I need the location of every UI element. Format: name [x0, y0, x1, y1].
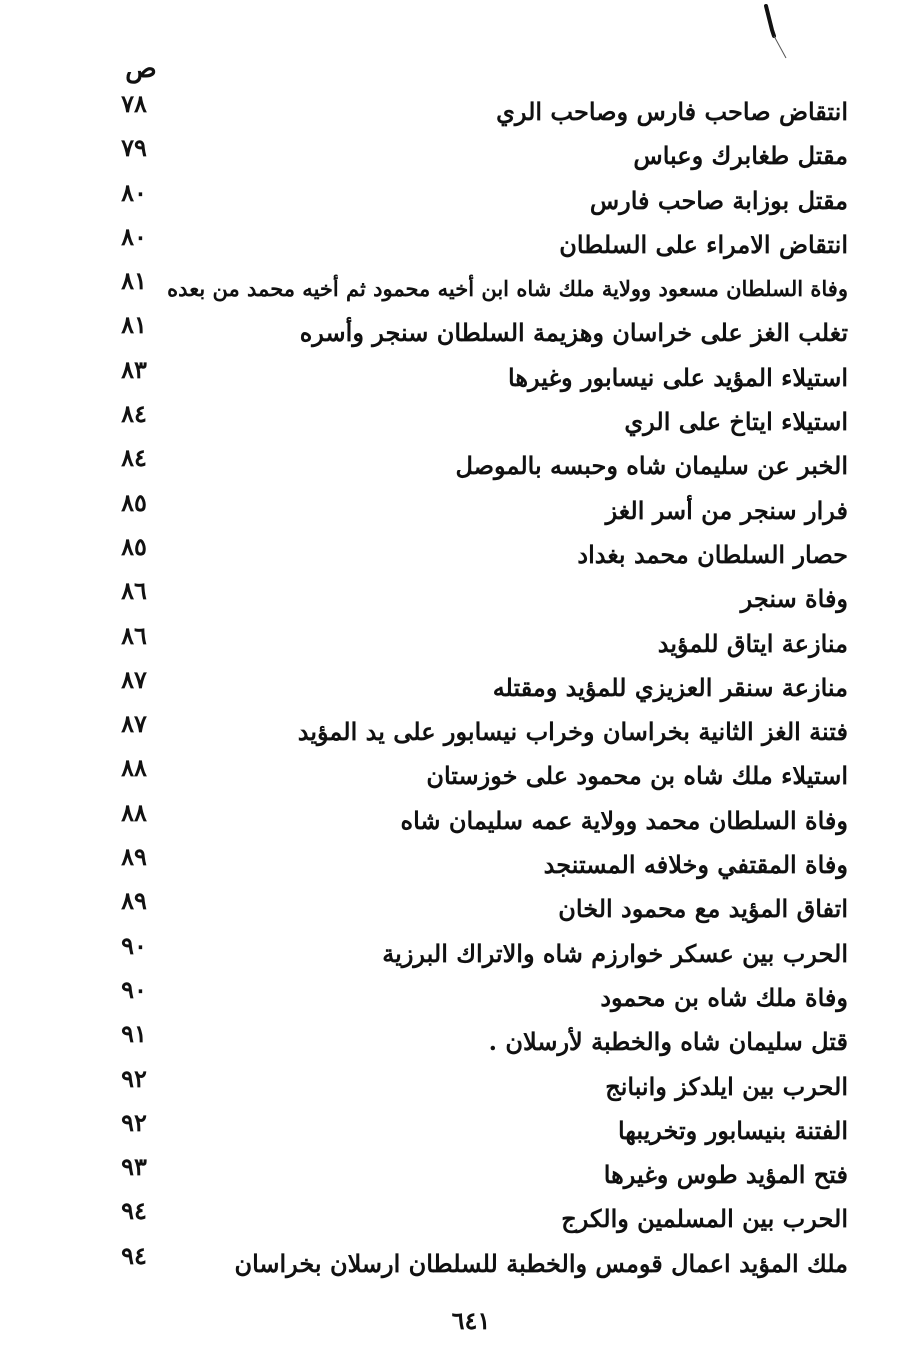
toc-entry-title: قتل سليمان شاه والخطبة لأرسلان . — [488, 1027, 848, 1057]
toc-entry-title: فتنة الغز الثانية بخراسان وخراب نيسابور على يد المؤيد — [297, 717, 848, 747]
toc-entry-page-number: ٨٦ — [121, 576, 147, 606]
toc-entry-title: انتقاض الامراء على السلطان — [559, 229, 848, 259]
toc-entry-page-number: ٩٣ — [121, 1152, 147, 1182]
toc-entry-title: ملك المؤيد اعمال قومس والخطبة للسلطان ارسلان بخراسان — [234, 1248, 848, 1278]
toc-entry-title: اتفاق المؤيد مع محمود الخان — [558, 894, 848, 924]
toc-entry-page-number: ٩٤ — [121, 1240, 147, 1270]
toc-entry-page-number: ٩١ — [121, 1019, 147, 1049]
toc-entry-title: تغلب الغز على خراسان وهزيمة السلطان سنجر وأسره — [299, 318, 848, 348]
toc-entry-title: استيلاء المؤيد على نيسابور وغيرها — [508, 362, 848, 392]
toc-entry-page-number: ٨٤ — [121, 399, 147, 429]
toc-entry-title: استيلاء ايتاخ على الري — [624, 407, 848, 437]
toc-entry-title: حصار السلطان محمد بغداد — [577, 539, 848, 569]
toc-entry-page-number: ٨٦ — [121, 620, 147, 650]
toc-entry-page-number: ٩٠ — [121, 974, 147, 1004]
toc-entry-page-number: ٨٥ — [121, 531, 147, 561]
table-of-contents — [0, 90, 922, 1286]
toc-entry-page-number: ٨٧ — [121, 664, 147, 694]
toc-entry — [0, 1242, 922, 1286]
pen-stroke-mark — [760, 0, 790, 60]
toc-entry-page-number: ٧٨ — [121, 89, 147, 118]
toc-entry-title: فرار سنجر من أسر الغز — [605, 495, 848, 525]
page-column-header: ص — [125, 54, 157, 84]
toc-entry-page-number: ٩٠ — [121, 930, 147, 960]
toc-entry-title: الخبر عن سليمان شاه وحبسه بالموصل — [455, 451, 848, 481]
toc-entry-page-number: ٨٥ — [121, 487, 147, 517]
toc-entry-page-number: ٩٢ — [121, 1107, 147, 1137]
toc-entry-title: وفاة السلطان محمد وولاية عمه سليمان شاه — [400, 805, 848, 835]
toc-entry-title: فتح المؤيد طوس وغيرها — [603, 1160, 848, 1190]
toc-entry-page-number: ٨١ — [121, 266, 147, 296]
toc-entry-page-number: ٨٨ — [121, 753, 147, 783]
toc-entry-title: وفاة سنجر — [740, 584, 848, 614]
toc-entry-title: مقتل طغابرك وعباس — [633, 141, 848, 171]
toc-entry-title: وفاة المقتفي وخلافه المستنجد — [543, 850, 848, 880]
toc-entry-page-number: ٨٩ — [121, 886, 147, 916]
toc-entry-page-number: ٨٩ — [121, 842, 147, 872]
toc-entry-title: انتقاض صاحب فارس وصاحب الري — [496, 97, 848, 126]
toc-entry-page-number: ٩٤ — [121, 1196, 147, 1226]
toc-entry-title: الحرب بين عسكر خوارزم شاه والاتراك البرزية — [382, 938, 848, 968]
toc-entry-title: الحرب بين ايلدكز وانبانج — [605, 1071, 848, 1101]
toc-entry-page-number: ٨٤ — [121, 443, 147, 473]
toc-entry-page-number: ٧٩ — [121, 133, 147, 163]
footer-page-number: ٦٤١ — [451, 1306, 491, 1335]
toc-entry-title: وفاة ملك شاه بن محمود — [600, 982, 848, 1012]
toc-entry-title: وفاة السلطان مسعود وولاية ملك شاه ابن أخيه محمود ثم أخيه محمد من بعده — [167, 276, 848, 302]
toc-entry-title: استيلاء ملك شاه بن محمود على خوزستان — [426, 761, 848, 791]
toc-entry-page-number: ٨٠ — [121, 221, 147, 251]
toc-entry-title: الحرب بين المسلمين والكرج — [561, 1204, 848, 1234]
toc-entry-title: منازعة سنقر العزيزي للمؤيد ومقتله — [492, 672, 848, 702]
toc-entry-title: منازعة ايتاق للمؤيد — [657, 628, 848, 658]
toc-entry-page-number: ٨٣ — [121, 354, 147, 384]
toc-entry-page-number: ٨١ — [121, 310, 147, 340]
toc-entry-page-number: ٨٧ — [121, 709, 147, 739]
toc-entry-title: الفتنة بنيسابور وتخريبها — [617, 1115, 848, 1145]
toc-entry-page-number: ٨٠ — [121, 177, 147, 207]
toc-entry-page-number: ٩٢ — [121, 1063, 147, 1093]
toc-entry-page-number: ٨٨ — [121, 797, 147, 827]
toc-entry-title: مقتل بوزابة صاحب فارس — [589, 185, 848, 215]
